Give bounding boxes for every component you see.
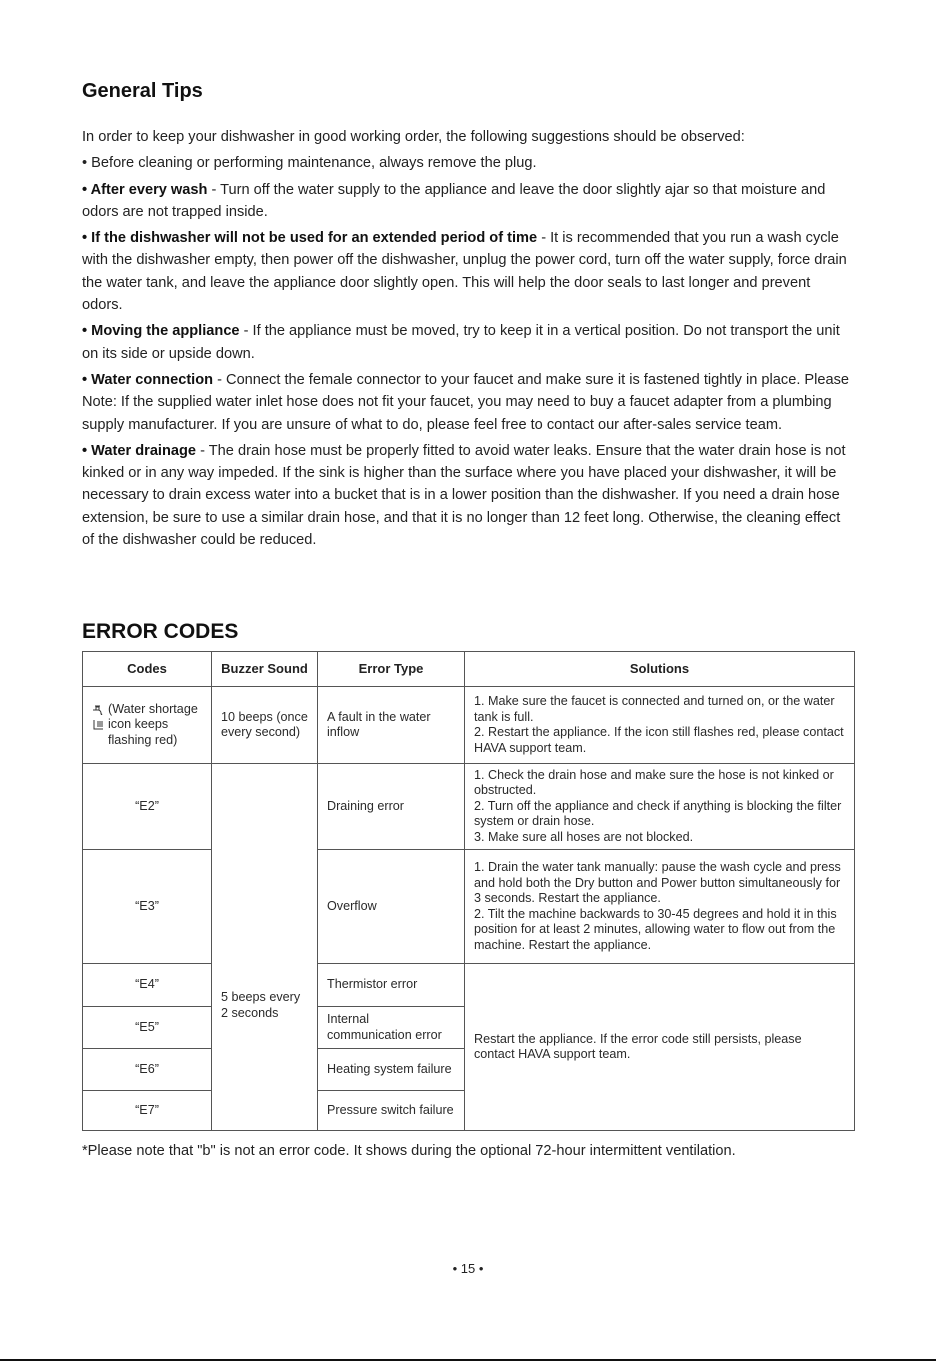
solution-cell: 1. Drain the water tank manually: pause the wash cycle and press and hold both the Dry button and Power button simultaneously for 3 seconds. Restart the appliance. 2. Tilt the machine backwards to 30-45 degrees and hold it in this position for at least 2 minutes, allowing water to flow out from the machine. Restart the appliance. [465, 850, 855, 964]
tip-title: • Moving the appliance [82, 323, 240, 340]
tip-water-drainage [82, 440, 854, 551]
footnote: *Please note that "b" is not an error code. It shows during the optional 72-hour intermittent ventilation. [82, 1143, 736, 1159]
code-cell: “E2” [83, 764, 212, 850]
water-shortage-code-text: (Water shortage icon keeps flashing red) [108, 701, 198, 747]
solution-cell: 1. Make sure the faucet is connected and turned on, or the water tank is full. 2. Restart the appliance. If the icon still flashes red, please contact HAVA support team. [465, 687, 855, 764]
buzzer-cell-shared: 5 beeps every 2 seconds [212, 764, 318, 1131]
tip-title: • After every wash [82, 181, 208, 198]
general-tips-heading: General Tips [82, 80, 203, 102]
error-type-cell: Heating system failure [318, 1049, 465, 1091]
tip-moving [82, 320, 854, 365]
table-row [83, 964, 855, 1007]
column-header-type: Error Type [318, 652, 465, 687]
code-cell: “E7” [83, 1091, 212, 1131]
error-type-cell: Pressure switch failure [318, 1091, 465, 1131]
column-header-solutions: Solutions [465, 652, 855, 687]
table-row [83, 687, 855, 764]
error-codes-table [82, 651, 855, 1131]
code-cell: “E3” [83, 850, 212, 964]
general-tips-section [82, 126, 854, 555]
error-type-cell: Thermistor error [318, 964, 465, 1007]
column-header-buzzer: Buzzer Sound [212, 652, 318, 687]
code-cell: “E6” [83, 1049, 212, 1091]
bottom-rule [0, 1359, 936, 1361]
faucet-icon [92, 704, 105, 715]
error-type-cell: Overflow [318, 850, 465, 964]
tip-extended-period [82, 227, 854, 316]
error-codes-heading: ERROR CODES [82, 620, 239, 643]
tip-title: • Water connection [82, 371, 214, 388]
error-type-cell: A fault in the water inflow [318, 687, 465, 764]
code-cell: “E5” [83, 1007, 212, 1049]
tip-text: - The drain hose must be properly fitted to avoid water leaks. Ensure that the water drain hose is not kinked or in any way impeded. If the sink is higher than the surface where you have placed your dishwasher, it will be necessary to drain excess water into a bucket that is in a lower position than the dishwasher. If you need a drain hose extension, be sure to use a similar drain hose, and that it is no longer than 12 feet long. Otherwise, the cleaning effect of the dishwasher could be reduced. [82, 442, 846, 549]
tip-title: • Water drainage [82, 442, 197, 459]
page-number: • 15 • [452, 1261, 484, 1276]
tips-intro: In order to keep your dishwasher in good working order, the following suggestions should be observed: [82, 129, 745, 145]
solution-cell-shared: Restart the appliance. If the error code still persists, please contact HAVA support team. [465, 964, 855, 1131]
table-row [83, 850, 855, 964]
column-header-codes: Codes [83, 652, 212, 687]
tip-text: - It is recommended that you run a wash cycle with the dishwasher empty, then power off the dishwasher, unplug the power cord, turn off the water supply, force drain the water tank, and leave the appliance door slightly open. This will help the door seals to last longer and prevent odors. [82, 230, 847, 314]
water-tank-icon [92, 718, 105, 730]
error-type-cell: Draining error [318, 764, 465, 850]
table-row [83, 764, 855, 850]
tip-title: • If the dishwasher will not be used for an extended period of time [82, 230, 538, 247]
error-type-cell: Internal communication error [318, 1007, 465, 1049]
tip-remove-plug: • Before cleaning or performing maintenance, always remove the plug. [82, 155, 537, 172]
tip-text: - Turn off the water supply to the appliance and leave the door slightly ajar so that moisture and odors are not trapped inside. [82, 181, 826, 220]
code-cell-water [83, 687, 212, 764]
code-cell: “E4” [83, 964, 212, 1007]
tip-after-wash [82, 179, 854, 224]
tip-water-connection [82, 369, 854, 436]
tip-text: - If the appliance must be moved, try to keep it in a vertical position. Do not transport the unit on its side or upside down. [82, 323, 840, 362]
tip-text: - Connect the female connector to your faucet and make sure it is fastened tightly in place. Please Note: If the supplied water inlet hose does not fit your faucet, you may need to buy a faucet adapter from a plumbing supply manufacturer. If you are unsure of what to do, please feel free to contact our after-sales service team. [82, 371, 850, 433]
buzzer-cell: 10 beeps (once every second) [212, 687, 318, 764]
table-header-row [83, 652, 855, 687]
solution-cell: 1. Check the drain hose and make sure the hose is not kinked or obstructed. 2. Turn off the appliance and check if anything is blocking the filter system or drain hose. 3. Make sure all hoses are not blocked. [465, 764, 855, 850]
